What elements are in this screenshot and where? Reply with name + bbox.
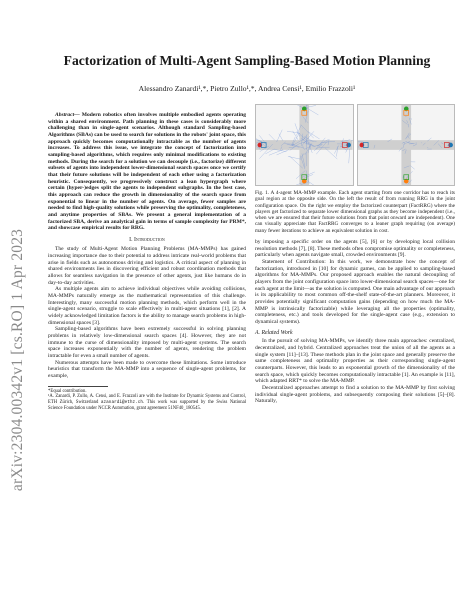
arxiv-side-label: arXiv:2304.00342v1 [cs.RO] 1 Apr 2023 [9,228,27,492]
footnote-email: azanardi@ethz.ch [100,400,144,405]
paper-authors: Alessandro Zanardi¹,*, Pietro Zullo¹,*, Andrea Censi¹, Emilio Frazzoli¹ [138,84,356,93]
paper-title: Factorization of Multi-Agent Sampling-Based Motion Planning [63,53,431,68]
abstract [48,112,246,232]
section-heading-related-work: A. Related Work [255,329,293,336]
footnote-rule [48,386,108,387]
right-paragraph-1: by imposing a specific order on the agents [5], [6] or by developing local collision resolution methods [7], [8]. These methods often compromise optimality or completeness, particularly when agents navigate small, crowded environments [9]. [255,239,456,259]
rrg-graph-svg [256,105,353,185]
figure-1-caption: Fig. 1. A 4-agent MA-MMP example. Each agent starting from one corridor has to reach its goal region at the opposite side. On the left the result of from running RRG in the joint configuration space. On the right we employ the factorized counterpart (FactRRG) where the players get factorized to separate lower dimensional graphs as they become independent (i.e., when we are ensured that their future solutions from that point onward are independent). One can visually appreciate that FactRRG converges to a leaner graph requiring (on average) many fewer iterations to achieve an equivalent solution in cost. [255,190,455,234]
left-column [48,112,246,411]
right-column [255,104,455,405]
figure-panel-rrg [255,104,354,186]
vertical-corridor [401,105,411,185]
footnote-funding: . This work was supported by the Swiss National Science Foundation under NCCR Automation, grant agreement 51NF40_180545. [48,400,246,411]
intro-paragraph-3: Sampling-based algorithms have been extremely successful in solving planning problems in relatively low-dimensional search spaces [4]. However, they are not immune to the curse of dimensionality imposed by multi-agent systems. The search space increases exponentially with the number of agents, rendering the problem intractable for even a small number of agents. [48,326,246,359]
footnote-affiliation [48,394,246,411]
figure-panel-factrrg [357,104,456,186]
abstract-lead: Abstract [55,112,75,118]
intro-paragraph-4: Numerous attempts have been made to overcome these limitations. Some introduce heuristics that transform the MA-MMP into a sequence of single-agent problems, for example, [48,359,246,379]
section-heading-introduction: I. Introduction [129,236,165,243]
related-work-paragraph-2: Decentralized approaches attempt to find a solution to the MA-MMP by first solving individual single-agent problems, and subsequently composing their solutions [5]–[8]. Naturally, [255,384,455,405]
figure-1 [255,104,455,186]
vertical-corridor [299,105,309,185]
footnote-equal-contribution: *Equal contribution. [48,388,87,394]
intro-paragraph-2: As multiple agents aim to achieve individual objectives while avoiding collisions, MA-MMPs naturally emerge as the mathematical representation of this challenge. Interestingly, many successful motion planning methods, which perform well in the single-agent scenario, struggle to scale effectively in multi-agent situations [1], [2]. A widely acknowledged limitation factors is the ability to manage search problems in high-dimensional spaces [3]. [48,286,246,326]
contribution-paragraph: Statement of Contribution: In this work, we demonstrate how the concept of factorization, introduced in [10] for dynamic games, can be applied to sampling-based algorithms for MA-MMPs. Our proposed approach enables the natural decoupling of players from the joint configuration space into lower-dimensional search spaces—one for each agent at the limit—as the solution is computed. One main advantage of our approach is its applicability to most common off-the-shelf state-of-the-art planners. Moreover, it provides potentially significant computation gains (depending on how much the MA-MMP is intrinsically factorizable) while leveraging all the properties (optimality, completeness, etc.) and tools developed for the single-agent case (e.g., extension to dynamical systems). [255,259,455,325]
related-work-paragraph-1: In the pursuit of solving MA-MMPs, we identify three main approaches: centralized, decentralized, and hybrid. Centralized approaches treat the union of all the agents as a single system [11]–[13]. These methods plan in the joint space and generally preserve the same completeness and optimality properties as their corresponding single-agent counterparts. However, this leads to an exponential growth of the dimensionality of the search space, which quickly becomes computationally intractable [1]. An example is [11], which adapted RRT* to solve the MA-MMP. [255,338,455,385]
factrrg-graph-svg [358,105,455,185]
footnote-affiliation-text: ¹A. Zanardi, P. Zullo, A. Censi, and E. Frazzoli are with the Institute for Dynamic Systems and Control, ETH Zürich, Switzerland [48,394,246,405]
intro-paragraph-1: The study of Multi-Agent Motion Planning Problems (MA-MMPs) has gained increasing importance due to their potential to address intricate real-world problems that arise in fields such as autonomous driving and logistics. A critical aspect of planning in shared environments lies in discovering efficient and robust coordination methods that allows for seamless navigation in the presence of other agents, just like humans do in day-to-day activities. [48,246,246,286]
abstract-text: — Modern robotics often involves multiple embodied agents operating within a shared environment. Path planning in these cases is considerably more challenging than in single-agent scenarios. Although standard Sampling-based Algorithms (SBAs) can be used to search for solutions in the robots' joint space, this approach quickly becomes computationally intractable as the number of agents increases. To address this issue, we integrate the concept of factorization into sampling-based algorithms, which requires only minimal modifications to existing methods. During the search for a solution we can decouple (i.e., factorize) different subsets of agents into independent lower-dimensional search spaces once we certify that their future solutions will be independent of each other using a factorization heuristic. Consequently, we progressively construct a lean hypergraph where certain (hyper-)edges split the agents to independent subgraphs. In the best case, this approach can reduce the growth in dimensionality of the search space from exponential to linear in the number of agents. On average, fewer samples are needed to find high-quality solutions while preserving the optimality, completeness, and anytime properties of SBAs. We present a general implementation of a factorized SBA, derive an analytical gain in terms of sample complexity for PRM*, and showcase empirical results for RRG. [48,112,247,232]
